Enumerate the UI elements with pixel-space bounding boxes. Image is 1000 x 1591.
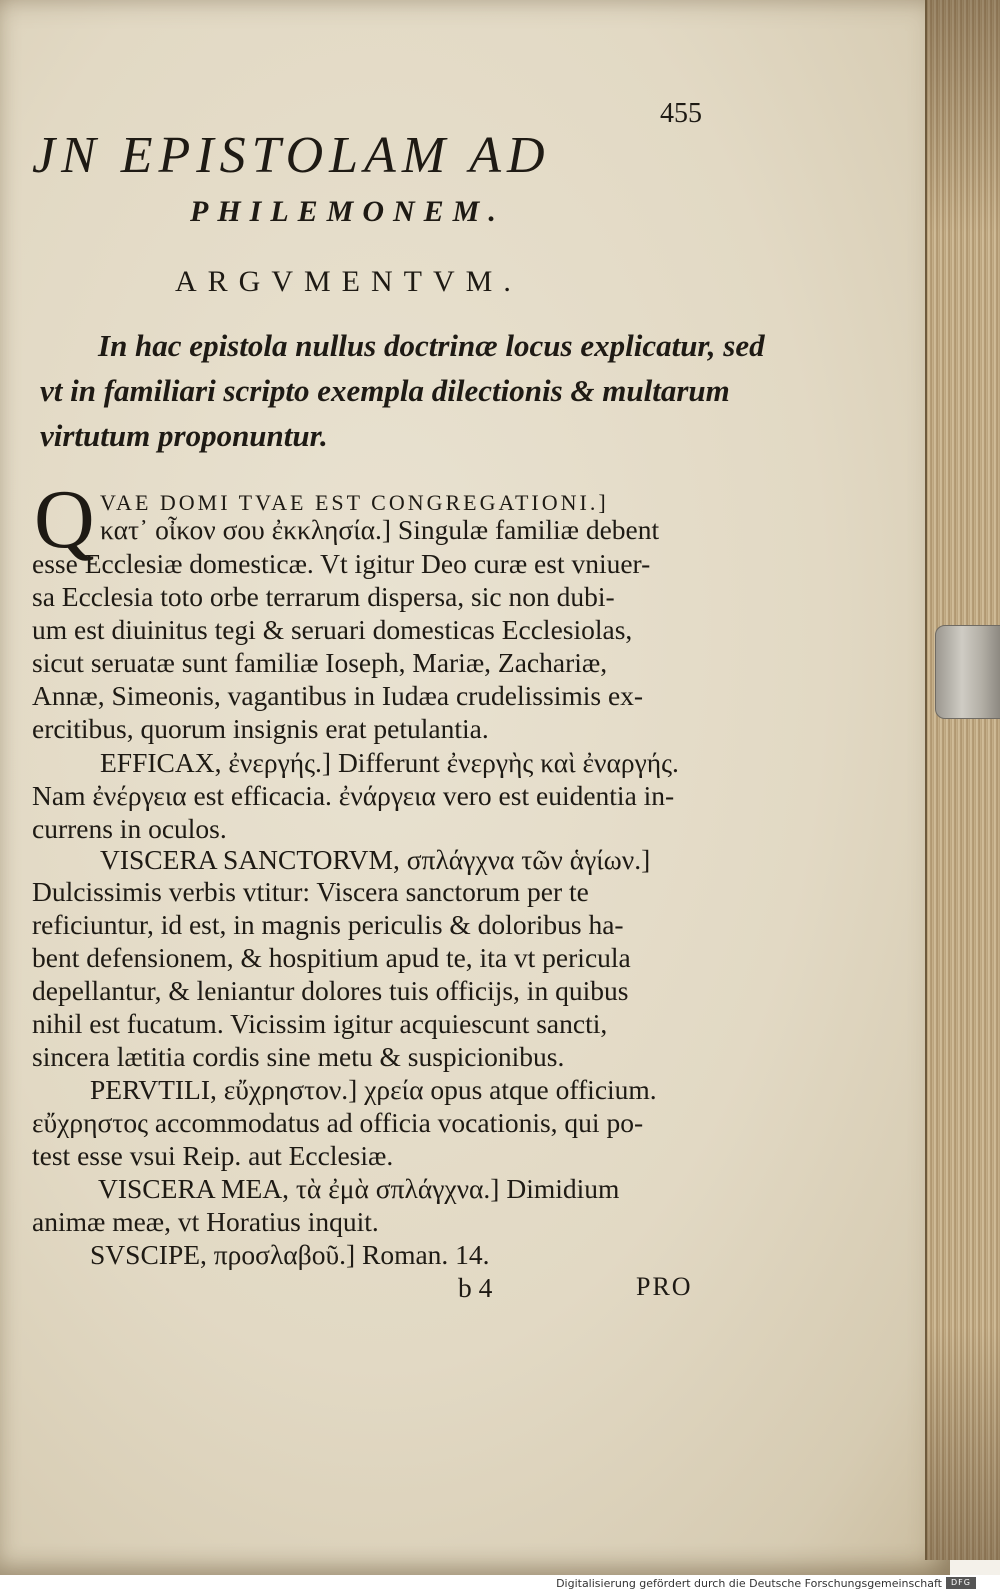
body-line-20: εὔχρηστος accommodatus ad officia vocationis, qui po-: [32, 1107, 644, 1138]
body-line-12: VISCERA SANCTORVM, σπλάγχνα τῶν ἁγίων.]: [100, 844, 651, 875]
body-line-5: um est diuinitus tegi & seruari domesticas Ecclesiolas,: [32, 614, 633, 645]
body-line-7: Annæ, Simeonis, vagantibus in Iudæa crudelissimis ex-: [32, 680, 644, 711]
argument-line-3: virtutum proponuntur.: [40, 418, 328, 453]
body-line-24: SVSCIPE, προσλαβοῦ.] Roman. 14.: [90, 1239, 490, 1270]
body-line-14: reficiuntur, id est, in magnis periculis & doloribus ha-: [32, 909, 624, 940]
body-line-4: sa Ecclesia toto orbe terrarum dispersa, sic non dubi-: [32, 581, 615, 612]
body-line-18: sincera lætitia cordis sine metu & suspicionibus.: [32, 1041, 565, 1072]
title-line-1: JN EPISTOLAM AD: [32, 127, 551, 184]
body-line-15: bent defensionem, & hospitium apud te, ita vt pericula: [32, 942, 631, 973]
argument-line-2: vt in familiari scripto exempla dilectionis & multarum: [40, 373, 730, 408]
body-line-22: VISCERA MEA, τὰ ἐμὰ σπλάγχνα.] Dimidium: [98, 1173, 620, 1204]
body-line-19: PERVTILI, εὔχρηστον.] χρεία opus atque officium.: [90, 1074, 657, 1105]
book-fore-edge: [925, 0, 1000, 1560]
dfg-logo-icon: DFG: [946, 1577, 976, 1589]
body-line-10: Nam ἐνέργεια est efficacia. ἐνάργεια vero est euidentia in-: [32, 780, 675, 811]
body-line-8: ercitibus, quorum insignis erat petulantia.: [32, 713, 489, 744]
body-line-1: VAE DOMI TVAE EST CONGREGATIONI.]: [100, 490, 609, 515]
signature-mark: b 4: [458, 1272, 493, 1303]
body-line-23: animæ meæ, vt Horatius inquit.: [32, 1206, 379, 1237]
book-clasp: [935, 625, 1000, 719]
drop-cap: Q: [34, 473, 95, 566]
body-line-9: EFFICAX, ἐνεργής.] Differunt ἐνεργὴς καὶ ἐναργής.: [100, 747, 679, 778]
body-line-13: Dulcissimis verbis vtitur: Viscera sanctorum per te: [32, 876, 589, 907]
footer-credit: Digitalisierung gefördert durch die Deutsche Forschungsgemeinschaft: [556, 1577, 942, 1590]
body-line-21: test esse vsui Reip. aut Ecclesiæ.: [32, 1140, 394, 1171]
body-line-2: κατ᾽ οἶκον σου ἐκκλησία.] Singulæ familiæ debent: [100, 514, 660, 545]
page-number: 455: [660, 98, 702, 129]
title-line-2: PHILEMONEM.: [190, 195, 505, 228]
section-heading: ARGVMENTVM.: [175, 265, 522, 298]
body-line-11: currens in oculos.: [32, 813, 227, 844]
body-line-16: depellantur, & leniantur dolores tuis officijs, in quibus: [32, 975, 629, 1006]
catchword: PRO: [636, 1272, 693, 1301]
body-line-17: nihil est fucatum. Vicissim igitur acquiescunt sancti,: [32, 1008, 608, 1039]
argument-line-1: In hac epistola nullus doctrinæ locus explicatur, sed: [98, 328, 765, 363]
body-line-3: esse Ecclesiæ domesticæ. Vt igitur Deo curæ est vniuer-: [32, 548, 651, 579]
body-line-6: sicut seruatæ sunt familiæ Ioseph, Mariæ, Zachariæ,: [32, 647, 608, 678]
